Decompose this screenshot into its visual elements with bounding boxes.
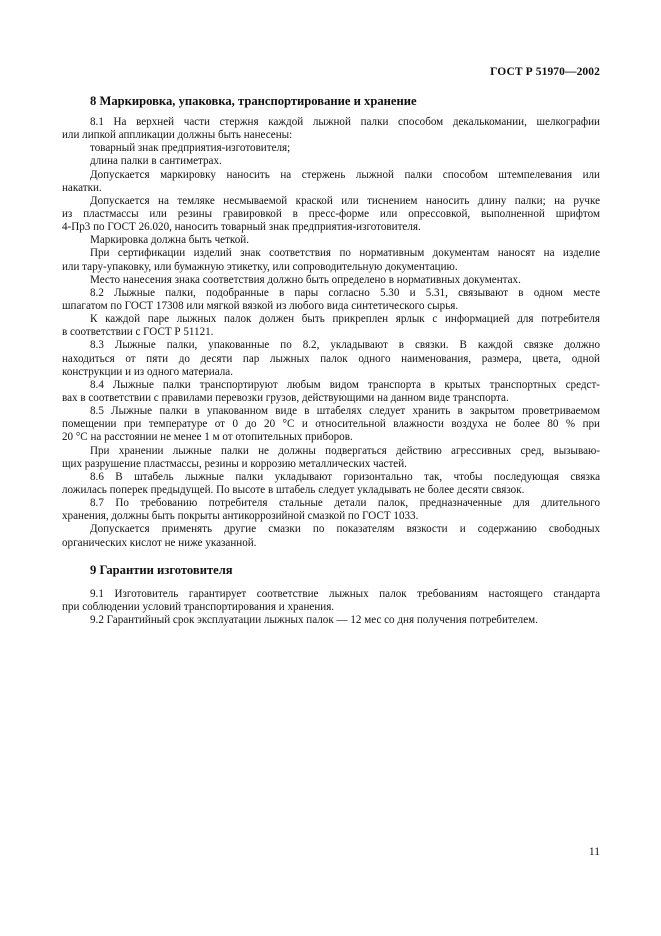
paragraph-line: хранения, должны быть покрыты антикоррозийной смазкой по ГОСТ 1033. <box>62 510 419 523</box>
paragraph-line: 9.2 Гарантийный срок эксплуатации лыжных палок — 12 мес со дня получения потребителем. <box>90 613 538 626</box>
paragraph-line: или тару-упаковку, или бумажную этикетку, или сопроводительную документацию. <box>62 260 458 273</box>
page-number: 11 <box>588 846 600 858</box>
section-8-heading: 8 Маркировка, упаковка, транспортирование и хранение <box>90 94 417 108</box>
section-9-heading: 9 Гарантии изготовителя <box>90 562 233 577</box>
paragraph-line: ложилась поперек предыдущей. По высоте в штабель следует укладывать не более десяти связок. <box>62 483 525 496</box>
paragraph <box>62 195 600 234</box>
paragraph-line: органических кислот не ниже указанной. <box>62 536 257 549</box>
paragraph <box>62 287 600 313</box>
paragraph <box>62 588 600 614</box>
paragraph-line: накатки. <box>62 181 102 194</box>
paragraph-line: длина палки в сантиметрах. <box>90 155 222 168</box>
paragraph <box>62 155 600 168</box>
paragraph-line: 20 °С на расстоянии не менее 1 м от отопительных приборов. <box>62 431 353 444</box>
paragraph <box>62 523 600 549</box>
paragraph-line: помещении при температуре от 0 до 20 °С и относительной влажности воздуха не более 80 % при <box>62 418 600 431</box>
document-code: ГОСТ Р 51970—2002 <box>490 66 600 78</box>
paragraph-line: 9.1 Изготовитель гарантирует соответствие лыжных палок требованиям настоящего стандарта <box>90 587 600 600</box>
section-9-body <box>62 588 600 627</box>
paragraph-line: шпагатом по ГОСТ 17308 или мягкой вязкой из любого вида синтетического сырья. <box>62 299 459 312</box>
paragraph <box>62 614 600 627</box>
paragraph-line: 8.2 Лыжные палки, подобранные в пары согласно 5.30 и 5.31, связывают в одном месте <box>90 286 600 299</box>
paragraph-line: При сертификации изделий знак соответствия по нормативным документам наносят на изделие <box>90 247 600 260</box>
paragraph-line: К каждой паре лыжных палок должен быть прикреплен ярлык с информацией для потребителя <box>90 313 600 326</box>
paragraph-line: 4-Пр3 по ГОСТ 26.020, наносить товарный знак предприятия-изготовителя. <box>62 221 421 234</box>
paragraph-line: Маркировка должна быть четкой. <box>90 234 250 247</box>
paragraph-line: 8.5 Лыжные палки в упакованном виде в штабелях следует хранить в закрытом проветриваемом <box>90 405 600 418</box>
paragraph <box>62 497 600 523</box>
paragraph-line: вах в соответствии с правилами перевозки грузов, действующими на данном виде транспорта. <box>62 391 509 404</box>
paragraph-line: При хранении лыжные палки не должны подвергаться действию агрессивных сред, вызываю- <box>90 444 600 457</box>
paragraph-line: при соблюдении условий транспортирования и хранения. <box>62 600 335 613</box>
paragraph-line: конструкции и из одного материала. <box>62 365 233 378</box>
paragraph <box>62 405 600 444</box>
page-content <box>62 93 600 627</box>
paragraph <box>62 274 600 287</box>
paragraph-line: щих разрушение пластмассы, резины и коррозию металлических частей. <box>62 457 407 470</box>
paragraph-line: Допускается применять другие смазки по показателям вязкости и содержанию свободных <box>90 523 600 536</box>
paragraph <box>62 116 600 142</box>
paragraph-line: 8.7 По требованию потребителя стальные детали палок, предназначенные для длительного <box>90 497 600 510</box>
paragraph-line: в соответствии с ГОСТ Р 51121. <box>62 326 214 339</box>
paragraph-line: находиться от пяти до десяти пар лыжных палок одного наименования, размера, цвета, одной <box>62 352 600 365</box>
paragraph-line: Допускается на темляке несмываемой краской или тиснением наносить длину палки; на ручке <box>90 194 600 207</box>
paragraph-line: из пластмассы или резины гравировкой в пресс-форме или опрессовкой, выполненной шрифтом <box>62 207 600 220</box>
paragraph-line: Место нанесения знака соответствия должно быть определено в нормативных документах. <box>90 273 521 286</box>
paragraph <box>62 379 600 405</box>
paragraph-line: 8.1 На верхней части стержня каждой лыжной палки способом декалькомании, шелкографии <box>90 116 600 128</box>
section-8-body <box>62 116 600 550</box>
paragraph-line: Допускается маркировку наносить на стержень лыжной палки способом штемпелевания или <box>90 168 600 181</box>
paragraph <box>62 247 600 273</box>
paragraph <box>62 234 600 247</box>
paragraph-line: 8.4 Лыжные палки транспортируют любым видом транспорта в крытых транспортных средст- <box>90 378 600 391</box>
paragraph <box>62 445 600 471</box>
paragraph-line: или липкой аппликации должны быть нанесены: <box>62 129 293 142</box>
paragraph <box>62 339 600 378</box>
paragraph <box>62 169 600 195</box>
paragraph <box>62 142 600 155</box>
paragraph-line: товарный знак предприятия-изготовителя; <box>90 142 291 155</box>
paragraph <box>62 471 600 497</box>
paragraph-line: 8.3 Лыжные палки, упакованные по 8.2, укладывают в связки. В каждой связке должно <box>90 339 600 352</box>
paragraph <box>62 313 600 339</box>
paragraph-line: 8.6 В штабель лыжные палки укладывают горизонтально так, чтобы последующая связка <box>90 470 600 483</box>
